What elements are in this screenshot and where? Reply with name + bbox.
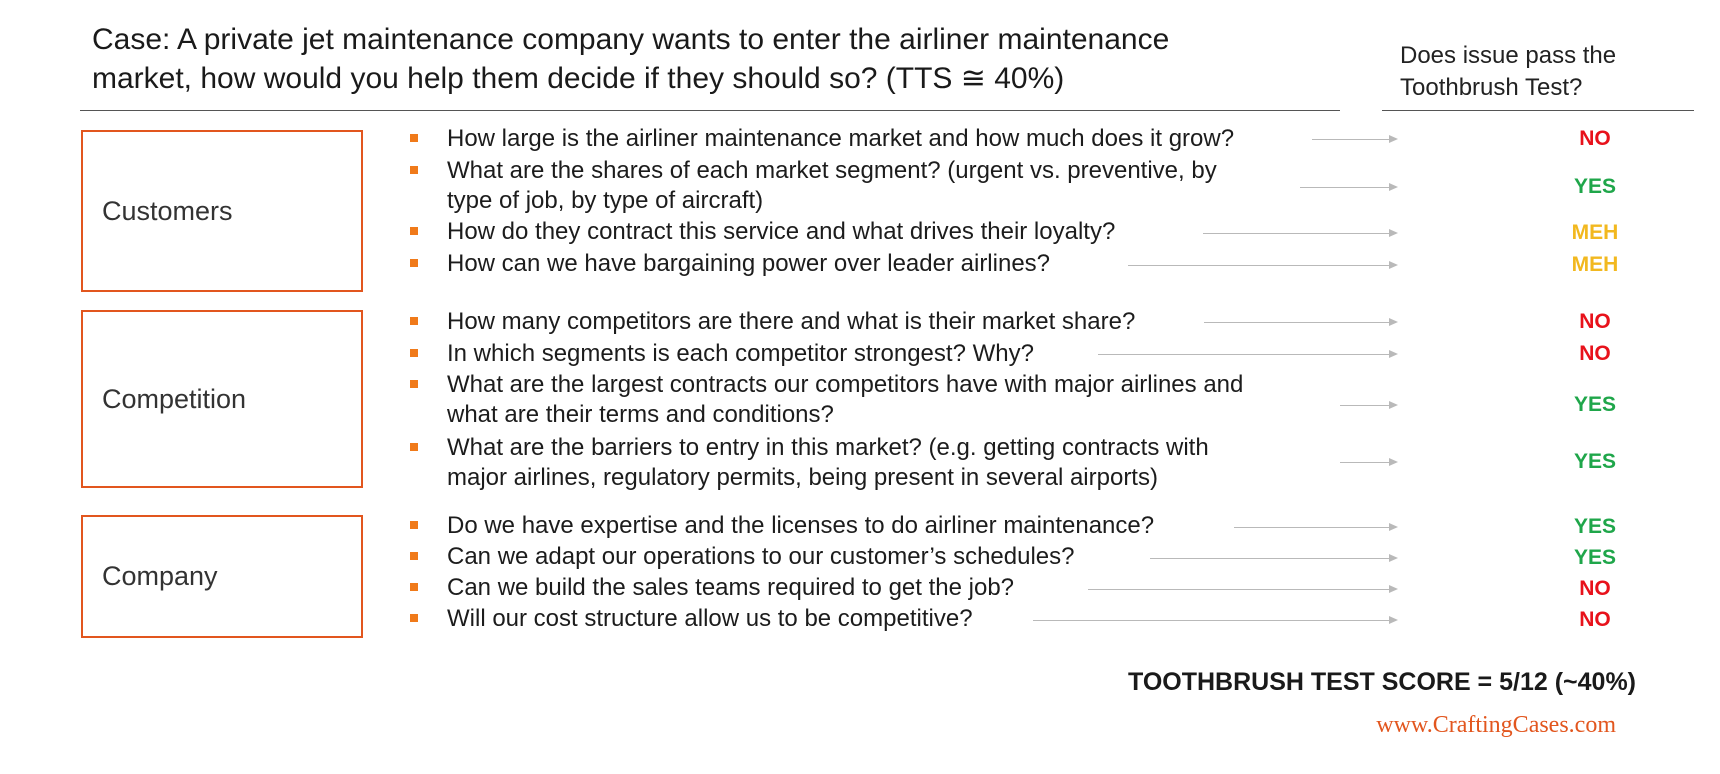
category-box-customers [81, 130, 363, 292]
question-text: How do they contract this service and what drives their loyalty? [447, 218, 1116, 245]
toothbrush-test-score: TOOTHBRUSH TEST SCORE = 5/12 (~40%) [1128, 668, 1636, 696]
toothbrush-column-header [1400, 40, 1700, 104]
answer-badge: YES [1573, 515, 1617, 538]
question-text: How large is the airliner maintenance market and how much does it grow? [447, 125, 1235, 152]
answer-badge: YES [1573, 450, 1617, 473]
arrow-icon [1128, 265, 1396, 266]
category-label: Competition [102, 383, 247, 414]
title-divider [80, 110, 1340, 111]
category-label: Company [102, 561, 218, 591]
question-text: What are the largest contracts our competitors have with major airlines and what are their terms and conditions? [447, 371, 1244, 428]
answer-badge: NO [1579, 310, 1611, 333]
case-title-line-1: Case: A private jet maintenance company wants to enter the airliner maintenance [92, 23, 1170, 56]
bullet-icon [410, 614, 418, 622]
arrow-icon [1088, 589, 1396, 590]
category-label: Customers [102, 195, 233, 226]
category-box-company [81, 515, 363, 638]
question-text: How can we have bargaining power over leader airlines? [447, 250, 1051, 277]
bullet-icon [410, 583, 418, 591]
question-text: Can we build the sales teams required to get the job? [447, 574, 1015, 601]
question-text: What are the barriers to entry in this market? (e.g. getting contracts with major airlines, regulatory permits, being present in several airports) [447, 434, 1209, 491]
column-header-line-2: Toothbrush Test? [1400, 74, 1583, 101]
answer-badge: YES [1573, 175, 1617, 198]
arrow-icon [1234, 527, 1396, 528]
arrow-icon [1340, 462, 1396, 463]
case-title-line-2: market, how would you help them decide if they should so? (TTS ≅ 40%) [92, 62, 1065, 95]
website-link[interactable]: www.CraftingCases.com [1376, 712, 1616, 738]
answer-badge: NO [1579, 342, 1611, 365]
answer-badge: MEH [1571, 253, 1619, 276]
bullet-icon [410, 443, 418, 451]
answer-badge: YES [1573, 546, 1617, 569]
answer-badge: NO [1579, 577, 1611, 600]
bullet-icon [410, 317, 418, 325]
bullet-icon [410, 521, 418, 529]
question-text: What are the shares of each market segment? (urgent vs. preventive, by type of job, by type of aircraft) [447, 157, 1217, 214]
answer-badge: YES [1573, 393, 1617, 416]
bullet-icon [410, 552, 418, 560]
arrow-icon [1340, 405, 1396, 406]
case-title [92, 20, 1322, 98]
bullet-icon [410, 134, 418, 142]
arrow-icon [1098, 354, 1396, 355]
bullet-icon [410, 227, 418, 235]
bullet-icon [410, 259, 418, 267]
answer-badge: MEH [1571, 221, 1619, 244]
arrow-icon [1204, 322, 1396, 323]
bullet-icon [410, 166, 418, 174]
arrow-icon [1312, 139, 1396, 140]
bullet-icon [410, 349, 418, 357]
arrow-icon [1150, 558, 1396, 559]
arrow-icon [1033, 620, 1396, 621]
column-header-divider [1382, 110, 1694, 111]
arrow-icon [1203, 233, 1396, 234]
question-text: Will our cost structure allow us to be competitive? [447, 605, 973, 632]
column-header-line-1: Does issue pass the [1400, 42, 1617, 69]
question-text: In which segments is each competitor strongest? Why? [447, 340, 1034, 367]
arrow-icon [1300, 187, 1396, 188]
question-text: Can we adapt our operations to our customer’s schedules? [447, 543, 1075, 570]
category-box-competition [81, 310, 363, 488]
question-text: How many competitors are there and what is their market share? [447, 308, 1136, 335]
question-text: Do we have expertise and the licenses to do airliner maintenance? [447, 512, 1155, 539]
bullet-icon [410, 380, 418, 388]
answer-badge: NO [1579, 127, 1611, 150]
answer-badge: NO [1579, 608, 1611, 631]
